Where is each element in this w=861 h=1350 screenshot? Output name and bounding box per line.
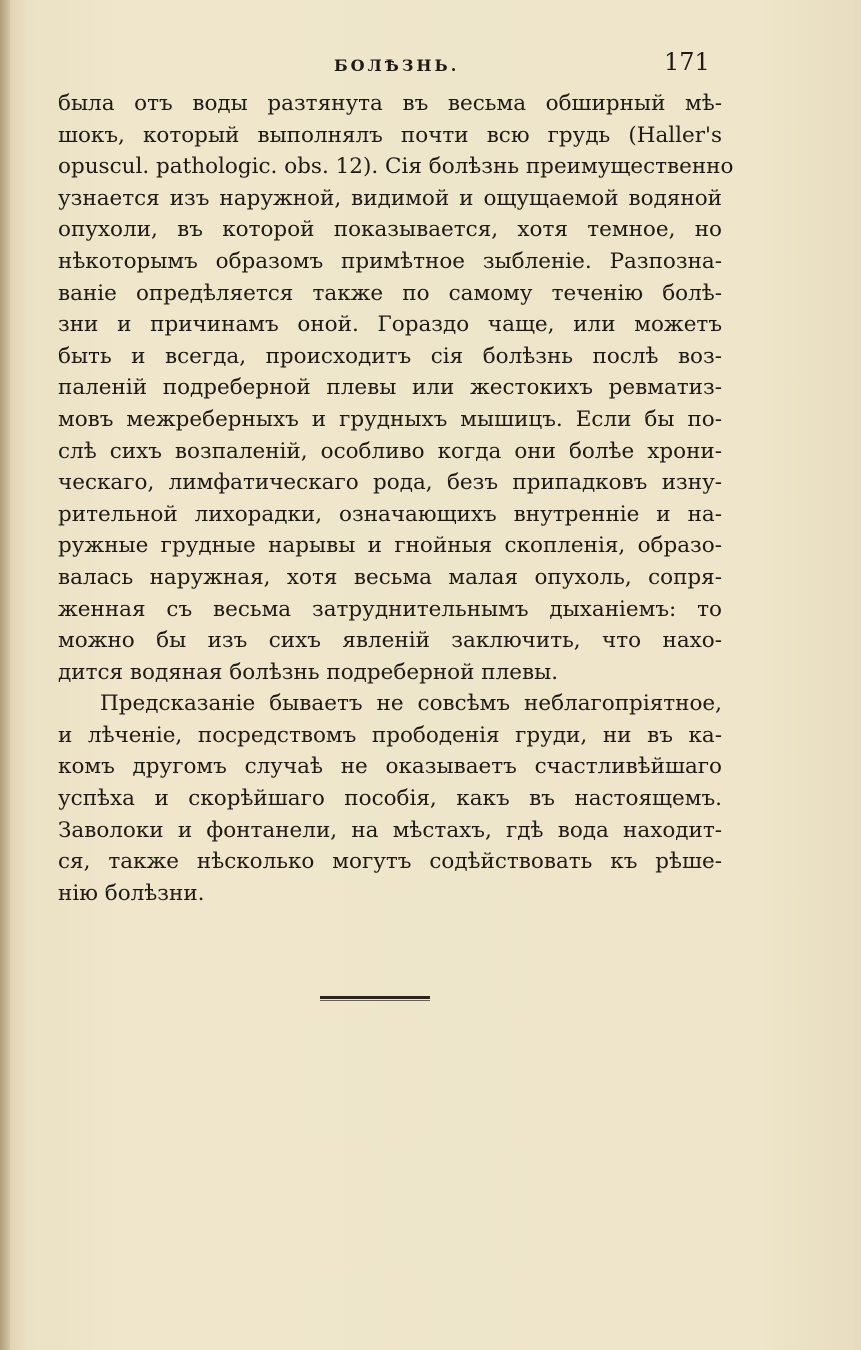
text-line: ческаго, лимфатическаго рода, безъ припадковъ изну-: [58, 470, 722, 496]
text-line: ружные грудные нарывы и гнойныя скопленія, образо-: [58, 533, 722, 559]
paragraph-1: [58, 88, 734, 688]
text-line: зни и причинамъ оной. Гораздо чаще, или можетъ: [58, 312, 722, 338]
paragraph-2: [58, 688, 722, 909]
text-line: опухоли, въ которой показывается, хотя темное, но: [58, 217, 722, 243]
end-rule-thin: [320, 1000, 430, 1001]
text-line: паленій подреберной плевы или жестокихъ ревматиз-: [58, 375, 722, 401]
text-line: нію болѣзни.: [58, 880, 205, 906]
text-line: рительной лихорадки, означающихъ внутренніе и на-: [58, 501, 722, 527]
page-binding-edge: [0, 0, 10, 1350]
text-line: Предсказаніе бываетъ не совсѣмъ неблагопріятное,: [100, 691, 722, 717]
text-line: успѣха и скорѣйшаго пособія, какъ въ настоящемъ.: [58, 786, 722, 812]
page-number: 171: [664, 48, 710, 76]
text-line: была отъ воды разтянута въ весьма обширный мѣ-: [58, 91, 722, 116]
text-line: валась наружная, хотя весьма малая опухоль, сопря-: [58, 564, 722, 590]
text-line: Заволоки и фонтанели, на мѣстахъ, гдѣ вода находит-: [58, 817, 722, 843]
body-text: [58, 88, 734, 909]
text-line: слѣ сихъ возпаленій, особливо когда они болѣе хрони-: [58, 438, 722, 464]
text-line: женная съ весьма затруднительнымъ дыханіемъ: то: [58, 596, 722, 622]
running-head: БОЛѢЗНЬ.: [334, 56, 460, 75]
text-line: узнается изъ наружной, видимой и ощущаемой водяной: [58, 185, 722, 211]
text-line: ся, также нѣсколько могутъ содѣйствовать къ рѣше-: [58, 849, 722, 875]
text-line: быть и всегда, происходитъ сія болѣзнь послѣ воз-: [58, 343, 722, 369]
text-line: нѣкоторымъ образомъ примѣтное зыбленіе. Разпозна-: [58, 248, 722, 274]
text-line: можно бы изъ сихъ явленій заключить, что нахо-: [58, 628, 722, 654]
end-rule: [320, 996, 430, 999]
text-line: мовъ межреберныхъ и грудныхъ мышицъ. Если бы по-: [58, 406, 722, 432]
text-line: шокъ, который выполнялъ почти всю грудь (Haller's: [58, 122, 722, 148]
text-line: комъ другомъ случаѣ не оказываетъ счастливѣйшаго: [58, 754, 722, 780]
text-line: ваніе опредѣляется также по самому теченію болѣ-: [58, 280, 722, 306]
text-line: дится водяная болѣзнь подреберной плевы.: [58, 659, 559, 685]
text-line: и лѣченіе, посредствомъ прободенія груди, ни въ ка-: [58, 722, 722, 748]
text-line: opuscul. pathologic. obs. 12). Сія болѣзнь преимущественно: [58, 154, 734, 180]
